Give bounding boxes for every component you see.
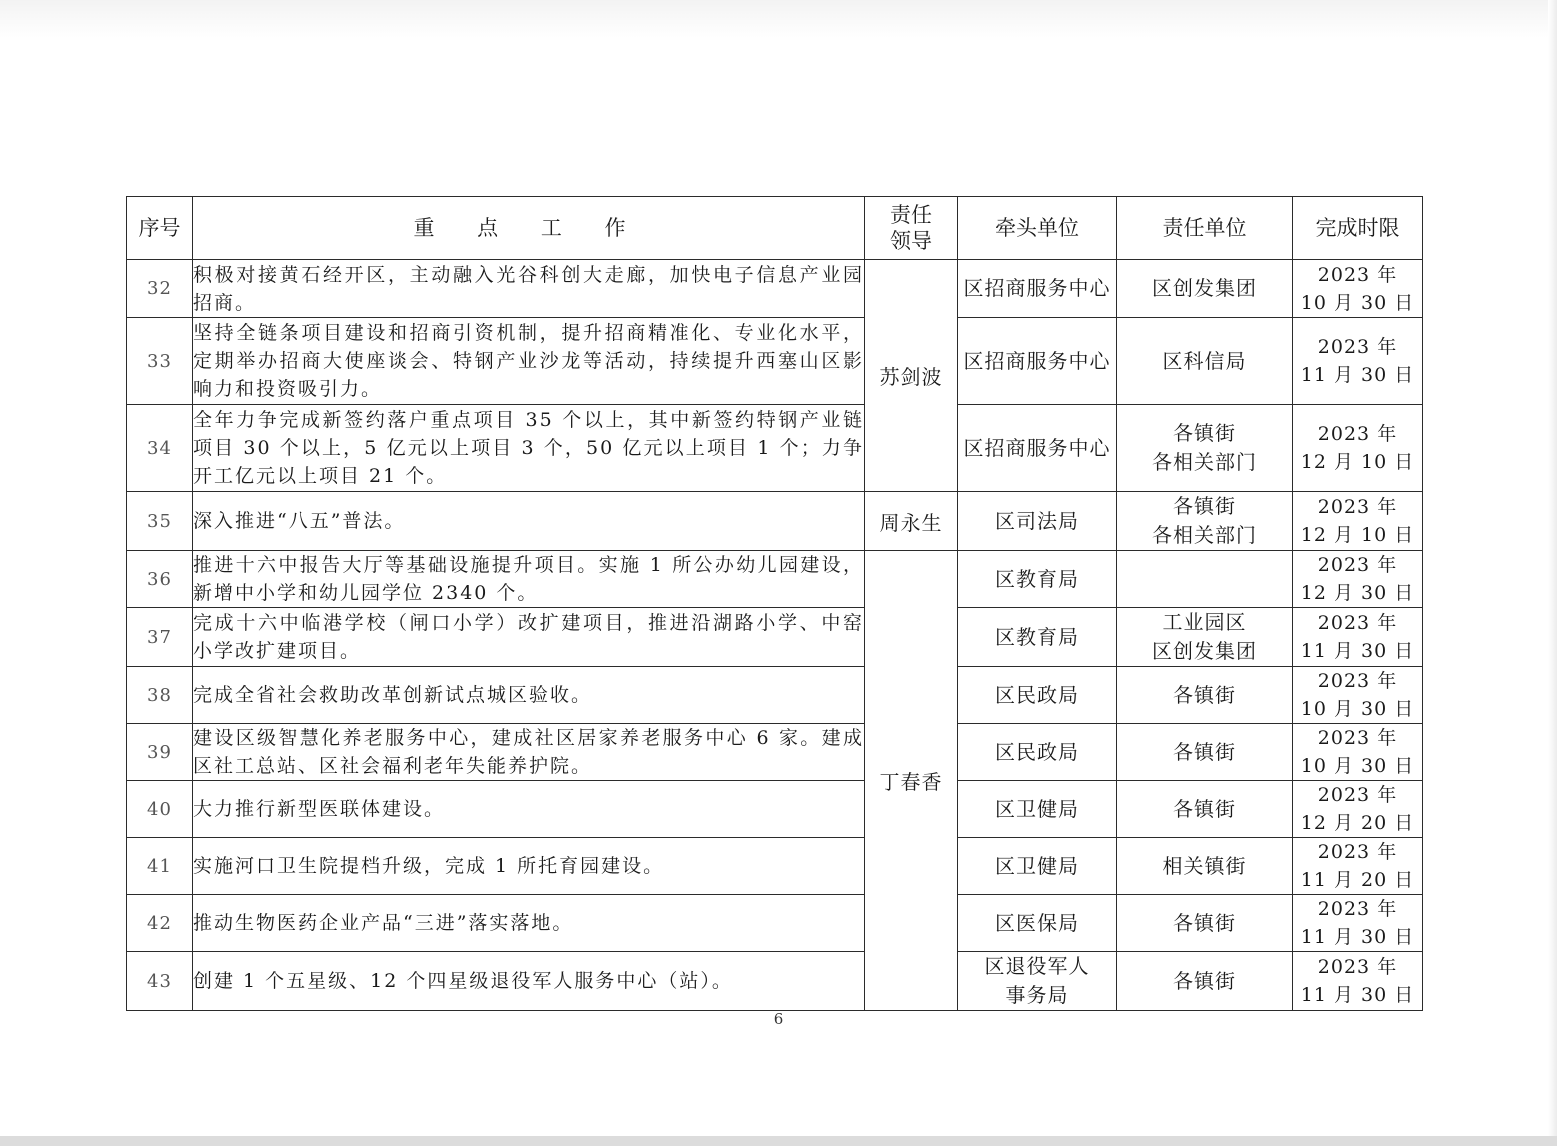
row-lead-unit: 区退役军人 事务局 (958, 952, 1117, 1011)
header-leader: 责任 领导 (865, 197, 958, 260)
leader-cell: 周永生 (865, 492, 958, 551)
table-row (127, 318, 1423, 405)
row-task: 创建 1 个五星级、12 个四星级退役军人服务中心（站）。 (193, 952, 865, 1011)
table-row (127, 667, 1423, 724)
row-no: 43 (127, 952, 193, 1011)
leader-cell: 苏剑波 (865, 260, 958, 492)
row-deadline: 2023 年 10 月 30 日 (1293, 667, 1423, 724)
key-work-table (126, 196, 1423, 1011)
row-task: 坚持全链条项目建设和招商引资机制，提升招商精准化、专业化水平，定期举办招商大使座谈会、特钢产业沙龙等活动，持续提升西塞山区影响力和投资吸引力。 (193, 318, 865, 405)
row-deadline: 2023 年 11 月 20 日 (1293, 838, 1423, 895)
leader-cell: 丁春香 (865, 551, 958, 1011)
row-no: 36 (127, 551, 193, 608)
table-row (127, 724, 1423, 781)
row-resp-unit: 各镇街 (1117, 952, 1293, 1011)
row-deadline: 2023 年 11 月 30 日 (1293, 318, 1423, 405)
row-deadline: 2023 年 11 月 30 日 (1293, 952, 1423, 1011)
row-resp-unit: 各镇街 (1117, 895, 1293, 952)
row-task: 推动生物医药企业产品“三进”落实落地。 (193, 895, 865, 952)
row-resp-unit: 各镇街 各相关部门 (1117, 405, 1293, 492)
row-task: 积极对接黄石经开区，主动融入光谷科创大走廊，加快电子信息产业园招商。 (193, 260, 865, 318)
header-lead-unit: 牵头单位 (958, 197, 1117, 260)
row-lead-unit: 区招商服务中心 (958, 405, 1117, 492)
row-deadline: 2023 年 11 月 30 日 (1293, 608, 1423, 667)
row-task: 推进十六中报告大厅等基础设施提升项目。实施 1 所公办幼儿园建设，新增中小学和幼儿园学位 2340 个。 (193, 551, 865, 608)
table-row (127, 492, 1423, 551)
row-task: 深入推进“八五”普法。 (193, 492, 865, 551)
scan-edge-right (1548, 0, 1557, 1146)
table-row (127, 608, 1423, 667)
row-resp-unit: 各镇街 (1117, 781, 1293, 838)
row-lead-unit: 区医保局 (958, 895, 1117, 952)
row-no: 39 (127, 724, 193, 781)
row-no: 34 (127, 405, 193, 492)
header-task: 重 点 工 作 (193, 197, 865, 260)
row-lead-unit: 区卫健局 (958, 838, 1117, 895)
scan-edge-bottom (0, 1136, 1557, 1146)
row-task: 完成十六中临港学校（闸口小学）改扩建项目，推进沿湖路小学、中窑小学改扩建项目。 (193, 608, 865, 667)
row-resp-unit: 区创发集团 (1117, 260, 1293, 318)
row-lead-unit: 区招商服务中心 (958, 318, 1117, 405)
row-lead-unit: 区卫健局 (958, 781, 1117, 838)
table-row (127, 260, 1423, 318)
row-deadline: 2023 年 10 月 30 日 (1293, 260, 1423, 318)
row-no: 32 (127, 260, 193, 318)
row-resp-unit: 各镇街 各相关部门 (1117, 492, 1293, 551)
row-lead-unit: 区教育局 (958, 608, 1117, 667)
table-row (127, 838, 1423, 895)
row-no: 35 (127, 492, 193, 551)
table-row (127, 551, 1423, 608)
table-row (127, 405, 1423, 492)
row-lead-unit: 区司法局 (958, 492, 1117, 551)
scan-edge-top (0, 0, 1557, 38)
row-deadline: 2023 年 12 月 20 日 (1293, 781, 1423, 838)
row-resp-unit: 工业园区 区创发集团 (1117, 608, 1293, 667)
row-resp-unit: 相关镇街 (1117, 838, 1293, 895)
page-number: 6 (773, 1010, 784, 1028)
row-no: 38 (127, 667, 193, 724)
row-lead-unit: 区招商服务中心 (958, 260, 1117, 318)
table-row (127, 895, 1423, 952)
row-lead-unit: 区教育局 (958, 551, 1117, 608)
header-no: 序号 (127, 197, 193, 260)
row-task: 完成全省社会救助改革创新试点城区验收。 (193, 667, 865, 724)
header-resp-unit: 责任单位 (1117, 197, 1293, 260)
row-resp-unit: 各镇街 (1117, 724, 1293, 781)
row-deadline: 2023 年 10 月 30 日 (1293, 724, 1423, 781)
row-task: 全年力争完成新签约落户重点项目 35 个以上，其中新签约特钢产业链项目 30 个以上，5 亿元以上项目 3 个，50 亿元以上项目 1 个；力争开工亿元以上项目 21 个。 (193, 405, 865, 492)
row-no: 41 (127, 838, 193, 895)
table-row (127, 781, 1423, 838)
row-deadline: 2023 年 12 月 30 日 (1293, 551, 1423, 608)
header-deadline: 完成时限 (1293, 197, 1423, 260)
table-row (127, 952, 1423, 1011)
row-task: 建设区级智慧化养老服务中心，建成社区居家养老服务中心 6 家。建成区社工总站、区社会福利老年失能养护院。 (193, 724, 865, 781)
row-no: 33 (127, 318, 193, 405)
row-resp-unit: 区科信局 (1117, 318, 1293, 405)
row-deadline: 2023 年 12 月 10 日 (1293, 405, 1423, 492)
row-no: 42 (127, 895, 193, 952)
row-no: 37 (127, 608, 193, 667)
row-lead-unit: 区民政局 (958, 667, 1117, 724)
row-no: 40 (127, 781, 193, 838)
row-resp-unit: 各镇街 (1117, 667, 1293, 724)
row-resp-unit (1117, 551, 1293, 608)
row-deadline: 2023 年 12 月 10 日 (1293, 492, 1423, 551)
table-header-row (127, 197, 1423, 260)
row-deadline: 2023 年 11 月 30 日 (1293, 895, 1423, 952)
row-lead-unit: 区民政局 (958, 724, 1117, 781)
row-task: 大力推行新型医联体建设。 (193, 781, 865, 838)
row-task: 实施河口卫生院提档升级，完成 1 所托育园建设。 (193, 838, 865, 895)
